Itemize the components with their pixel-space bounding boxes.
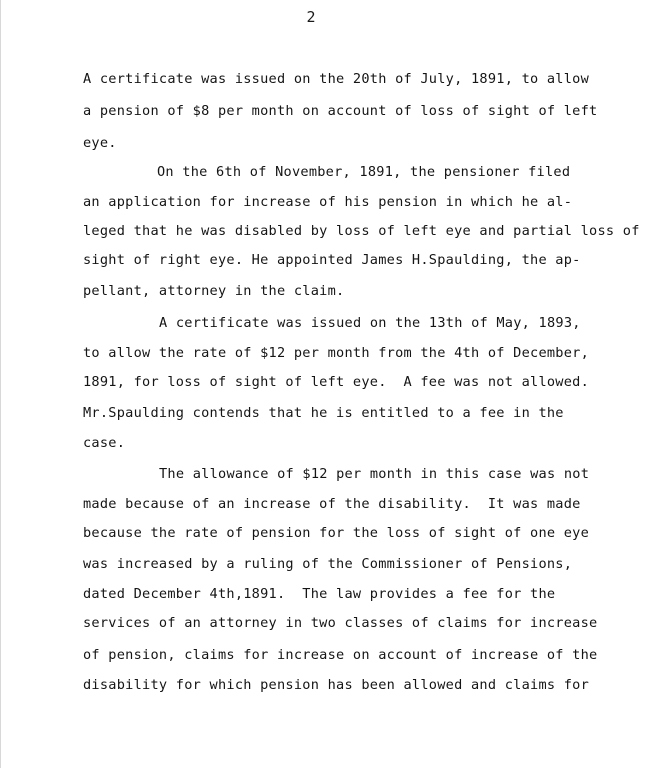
text-line: was increased by a ruling of the Commissioner of Pensions, <box>83 556 573 572</box>
text-line: Mr.Spaulding contends that he is entitled to a fee in the <box>83 405 564 421</box>
text-line: to allow the rate of $12 per month from the 4th of December, <box>83 345 590 361</box>
text-line: eye. <box>83 135 117 151</box>
text-line: because the rate of pension for the loss of sight of one eye <box>83 525 590 541</box>
text-line: made because of an increase of the disability. It was made <box>83 496 581 512</box>
text-line: pellant, attorney in the claim. <box>83 283 345 299</box>
text-line: A certificate was issued on the 13th of May, 1893, <box>159 315 581 331</box>
text-line: of pension, claims for increase on account of increase of the <box>83 647 598 663</box>
text-line: an application for increase of his pension in which he al- <box>83 194 573 210</box>
text-line: services of an attorney in two classes of claims for increase <box>83 615 598 631</box>
text-line: a pension of $8 per month on account of loss of sight of left <box>83 103 598 119</box>
page-number: 2 <box>306 8 316 26</box>
text-line: leged that he was disabled by loss of left eye and partial loss of <box>83 223 640 239</box>
text-line: The allowance of $12 per month in this case was not <box>159 466 590 482</box>
text-line: case. <box>83 435 126 451</box>
text-line: 1891, for loss of sight of left eye. A fee was not allowed. <box>83 374 590 390</box>
text-line: disability for which pension has been allowed and claims for <box>83 677 590 693</box>
text-line: A certificate was issued on the 20th of July, 1891, to allow <box>83 71 590 87</box>
text-line: On the 6th of November, 1891, the pensioner filed <box>157 164 571 180</box>
text-line: sight of right eye. He appointed James H.Spaulding, the ap- <box>83 252 581 268</box>
text-line: dated December 4th,1891. The law provides a fee for the <box>83 586 556 602</box>
